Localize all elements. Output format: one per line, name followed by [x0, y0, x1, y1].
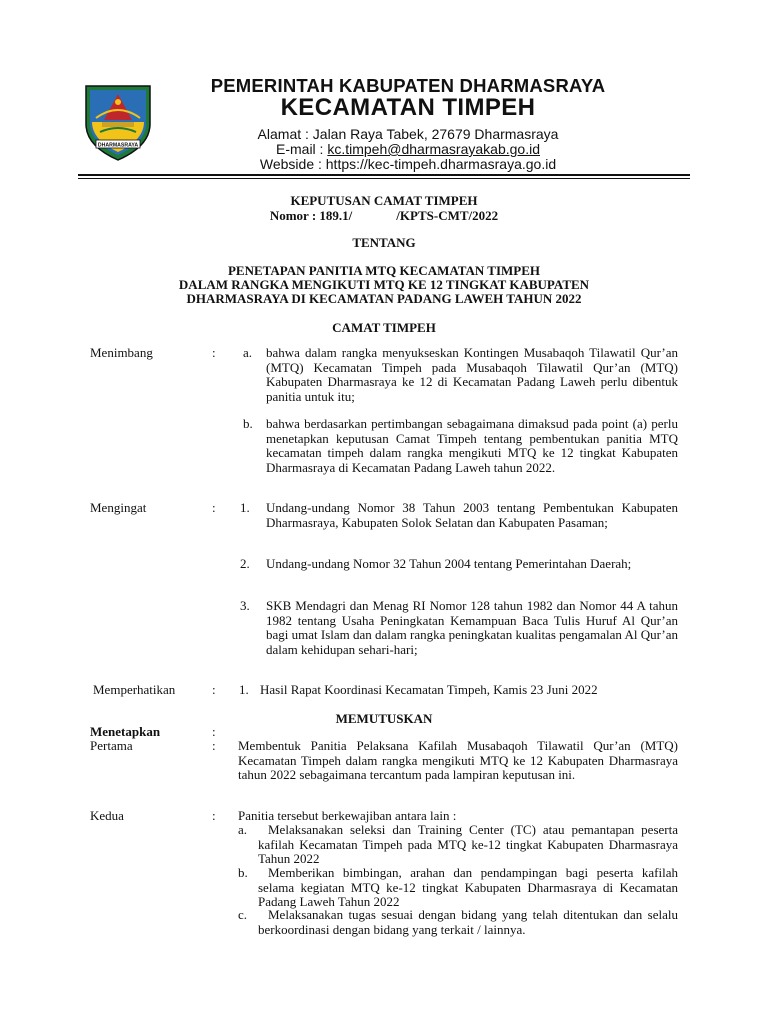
email-link[interactable]: kc.timpeh@dharmasrayakab.go.id: [327, 141, 540, 157]
kedua-item-b: Memberikan bimbingan, arahan dan pendampingan bagi peserta kafilah selama kegiatan MTQ ke-12 tingkat Kabupaten Dharmasraya di Kecamatan Padang Laweh Tahun 2022: [258, 865, 678, 909]
email-prefix: E-mail :: [276, 141, 328, 157]
pertama-text: Membentuk Panitia Pelaksana Kafilah Musabaqoh Tilawatil Qur’an (MTQ) Kecamatan Timpeh dalam rangka mengikuti MTQ ke 12 Kabupaten Dharmasraya tahun 2022 sebagaimana tercantum pada lampiran keputusan ini.: [238, 738, 678, 782]
kedua-intro: Panitia tersebut berkewajiban antara lain :: [238, 808, 457, 823]
mengingat-item-3: SKB Mendagri dan Menag RI Nomor 128 tahun 1982 dan Nomor 44 A tahun 1982 tentang Usaha Peningkatan Kemampuan Baca Tulis Huruf Al Qur’an bagi umat Islam dan dalam rangka peningkatan kualitas pengamalan Al Qur’an dalam kehidupan sehari-hari;: [266, 598, 679, 657]
menetapkan-label: Menetapkan: [90, 724, 161, 739]
kedua-marker-b: b.: [238, 865, 248, 880]
decree-title: KEPUTUSAN CAMAT TIMPEH: [290, 193, 478, 208]
menetapkan-colon: :: [212, 724, 216, 739]
address-line: Alamat : Jalan Raya Tabek, 27679 Dharmasraya: [257, 126, 559, 142]
website-line: Webside : https://kec-timpeh.dharmasraya.go.id: [259, 156, 557, 172]
about-heading: TENTANG: [352, 235, 416, 250]
menimbang-marker-b: b.: [243, 416, 253, 431]
memperhatikan-marker: 1.: [239, 682, 249, 697]
subject-line-3: DHARMASRAYA DI KECAMATAN PADANG LAWEH TAHUN 2022: [186, 291, 582, 306]
kedua-marker-c: c.: [238, 907, 248, 922]
mengingat-label: Mengingat: [90, 500, 147, 515]
regency-crest-logo: [78, 80, 158, 162]
kedua-marker-a: a.: [238, 822, 248, 837]
pertama-colon: :: [212, 738, 216, 753]
kedua-item-a: Melaksanakan seleksi dan Training Center (TC) atau pemantapan peserta kafilah Kecamatan Timpeh pada MTQ ke-12 tingkat Kabupaten Dharmasraya Tahun 2022: [258, 822, 678, 866]
memutuskan-heading: MEMUTUSKAN: [335, 711, 433, 726]
logo-text: DHARMASRAYA: [97, 142, 139, 149]
letterhead-rule-thin: [78, 178, 690, 179]
memperhatikan-label: Memperhatikan: [93, 682, 176, 697]
number-suffix: /KPTS-CMT/2022: [396, 208, 499, 223]
mengingat-marker-1: 1.: [240, 500, 250, 515]
pertama-label: Pertama: [90, 738, 133, 753]
mengingat-colon: :: [212, 500, 216, 515]
decree-number: [78, 208, 690, 223]
mengingat-marker-2: 2.: [240, 556, 250, 571]
menimbang-item-a: bahwa dalam rangka menyukseskan Kontingen Musabaqoh Tilawatil Qur’an (MTQ) Kecamatan Timpeh pada Musabaqoh Tilawatil Qur’an (MTQ) Kabupaten Dharmasraya ke 12 di Kecamatan Padang Laweh perlu dibentuk panitia untuk itu;: [266, 345, 678, 404]
letterhead-rule-thick: [78, 174, 690, 176]
mengingat-item-1: Undang-undang Nomor 38 Tahun 2003 tentang Pembentukan Kabupaten Dharmasraya, Kabupaten Solok Selatan dan Kabupaten Pasaman;: [266, 500, 678, 530]
government-name: PEMERINTAH KABUPATEN DHARMASRAYA: [210, 75, 606, 96]
menimbang-label: Menimbang: [90, 345, 153, 360]
kedua-colon: :: [212, 808, 216, 823]
number-prefix: Nomor : 189.1/: [269, 208, 353, 223]
menimbang-item-b: bahwa berdasarkan pertimbangan sebagaimana dimaksud pada point (a) perlu menetapkan keputusan Camat Timpeh tentang pembentukan panitia MTQ kecamatan timpeh dalam rangka mengikuti MTQ ke 12 tingkat Kabupaten Dharmasraya di Kecamatan Padang Laweh tahun 2022.: [266, 416, 678, 475]
menimbang-marker-a: a.: [243, 345, 253, 360]
mengingat-marker-3: 3.: [240, 598, 250, 613]
subject-line-2: DALAM RANGKA MENGIKUTI MTQ KE 12 TINGKAT KABUPATEN: [178, 277, 590, 292]
menimbang-colon: :: [212, 345, 216, 360]
email-line: [160, 141, 656, 157]
mengingat-item-2: Undang-undang Nomor 32 Tahun 2004 tentang Pemerintahan Daerah;: [266, 556, 632, 571]
district-name: KECAMATAN TIMPEH: [280, 94, 536, 121]
subject-line-1: PENETAPAN PANITIA MTQ KECAMATAN TIMPEH: [227, 263, 540, 278]
memperhatikan-text: Hasil Rapat Koordinasi Kecamatan Timpeh, Kamis 23 Juni 2022: [260, 682, 598, 697]
authority-heading: CAMAT TIMPEH: [332, 320, 436, 335]
memperhatikan-colon: :: [212, 682, 216, 697]
kedua-label: Kedua: [90, 808, 124, 823]
kedua-item-c: Melaksanakan tugas sesuai dengan bidang yang telah ditentukan dan selalu berkoordinasi dengan bidang yang terkait / lainnya.: [258, 907, 678, 937]
